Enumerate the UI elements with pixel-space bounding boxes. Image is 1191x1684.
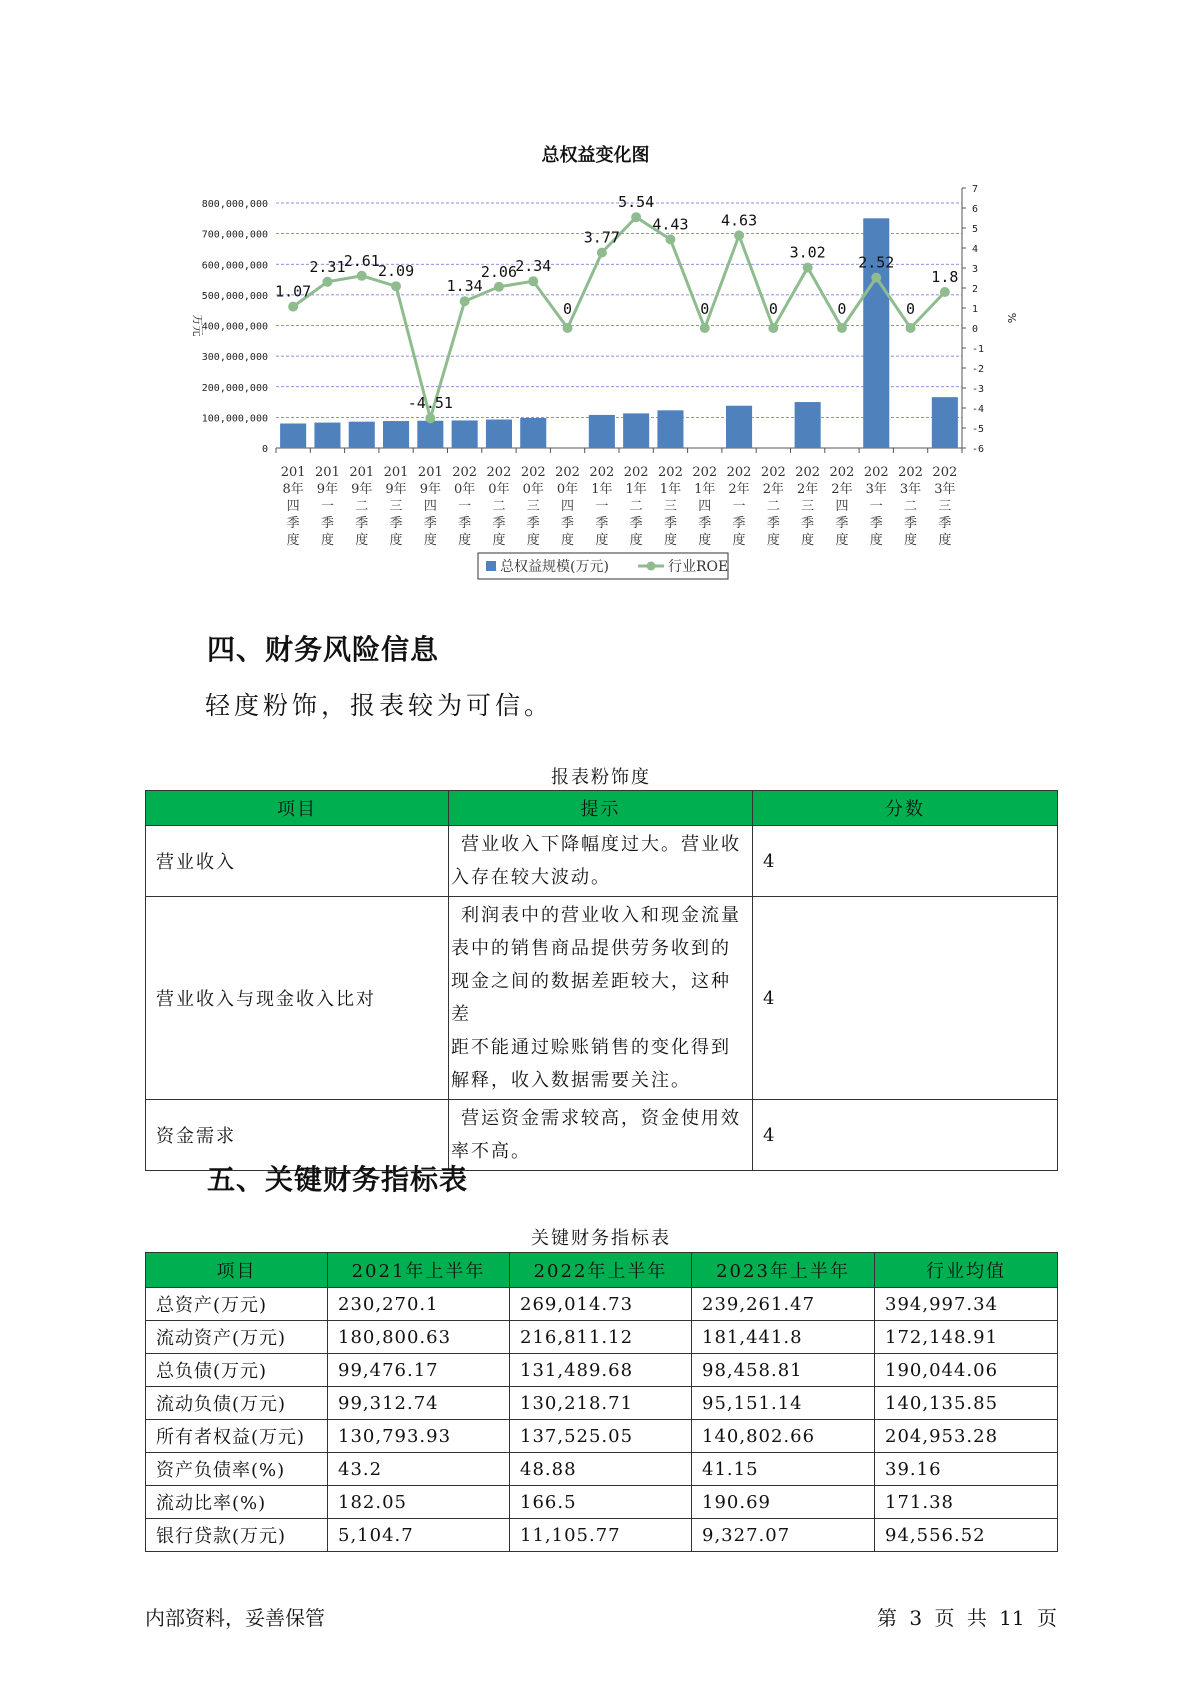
x-tick-label: 三 <box>389 499 403 514</box>
metrics-value-cell: 48.88 <box>510 1453 692 1486</box>
x-tick-label: 0年 <box>556 482 579 497</box>
x-tick-label: 9年 <box>316 482 339 497</box>
x-tick-label: 1年 <box>659 482 682 497</box>
x-tick-label: 度 <box>801 533 815 548</box>
x-tick-label: 二 <box>492 499 506 514</box>
roe-point <box>700 323 710 333</box>
x-tick-label: 三 <box>938 499 952 514</box>
risk-hint-line: 表中的销售商品提供劳务收到的 <box>451 938 731 959</box>
x-tick-label: 季 <box>458 516 472 531</box>
risk-hint-line: 利润表中的营业收入和现金流量 <box>461 905 741 926</box>
metrics-table <box>145 1252 1058 1552</box>
x-tick-label: 季 <box>698 516 712 531</box>
roe-data-label: 2.09 <box>377 262 415 281</box>
x-tick-label: 季 <box>938 516 952 531</box>
x-tick-label: 202 <box>795 465 821 480</box>
roe-point <box>734 230 744 240</box>
x-tick-label: 202 <box>452 465 478 480</box>
x-tick-label: 度 <box>595 533 609 548</box>
risk-score-cell: 4 <box>753 826 1058 897</box>
equity-bar <box>314 423 340 448</box>
equity-bar <box>726 406 752 448</box>
metrics-item-cell: 银行贷款(万元) <box>146 1519 328 1552</box>
x-tick-label: 2年 <box>831 482 853 497</box>
equity-bar <box>452 420 478 448</box>
y-tick-label-left: 100,000,000 <box>201 413 268 425</box>
metrics-item-cell: 总资产(万元) <box>146 1288 328 1321</box>
x-tick-label: 四 <box>286 499 300 514</box>
risk-hint-line: 营运资金需求较高，资金使用效 <box>461 1108 741 1129</box>
metrics-table-header <box>146 1253 1058 1288</box>
roe-point <box>803 263 813 273</box>
x-tick-label: 度 <box>732 533 746 548</box>
risk-table-row <box>146 897 1058 1100</box>
metrics-header-2022: 2022年上半年 <box>510 1253 692 1288</box>
footer-confidential: 内部资料，妥善保管 <box>145 1606 325 1630</box>
x-tick-label: 202 <box>589 465 615 480</box>
x-tick-label: 201 <box>280 465 306 480</box>
metrics-table-row <box>146 1288 1058 1321</box>
roe-data-label: 0 <box>837 300 847 318</box>
metrics-table-row <box>146 1321 1058 1354</box>
metrics-item-cell: 流动负债(万元) <box>146 1387 328 1420</box>
x-tick-label: 度 <box>561 533 575 548</box>
equity-chart <box>0 170 1191 590</box>
y-tick-label-right: -4 <box>972 404 985 415</box>
roe-data-label: 4.63 <box>720 211 758 230</box>
risk-hint-cell <box>449 897 753 1100</box>
metrics-value-cell: 166.5 <box>510 1486 692 1519</box>
x-tick-label: 202 <box>829 465 855 480</box>
x-tick-label: 202 <box>486 465 512 480</box>
x-tick-label: 季 <box>526 516 540 531</box>
risk-score-cell: 4 <box>753 1100 1058 1171</box>
legend-swatch-equity <box>486 561 496 571</box>
risk-hint-line: 率不高。 <box>451 1141 531 1162</box>
risk-hint-cell <box>449 826 753 897</box>
x-tick-label: 二 <box>766 499 780 514</box>
x-tick-label: 季 <box>423 516 437 531</box>
metrics-value-cell: 190,044.06 <box>875 1354 1058 1387</box>
x-tick-label: 季 <box>835 516 849 531</box>
y-axis-title-right: % <box>1005 312 1018 324</box>
x-tick-label: 1年 <box>625 482 647 497</box>
x-tick-label: 202 <box>760 465 786 480</box>
y-tick-label-left: 600,000,000 <box>201 260 268 272</box>
x-tick-label: 度 <box>869 533 883 548</box>
legend-label-equity: 总权益规模(万元) <box>500 559 609 575</box>
x-tick-label: 度 <box>835 533 849 548</box>
roe-point <box>631 212 641 222</box>
roe-data-label: -4.51 <box>407 394 453 413</box>
x-tick-label: 二 <box>355 499 369 514</box>
roe-data-label: 1.07 <box>275 282 312 301</box>
roe-data-label: 2.52 <box>858 253 895 272</box>
x-tick-label: 202 <box>555 465 580 480</box>
metrics-header-2021: 2021年上半年 <box>328 1253 510 1288</box>
x-tick-label: 度 <box>286 533 300 548</box>
x-tick-label: 一 <box>732 499 746 514</box>
roe-point <box>322 277 332 287</box>
metrics-value-cell: 41.15 <box>692 1453 875 1486</box>
x-tick-label: 季 <box>629 516 643 531</box>
y-tick-label-left: 500,000,000 <box>201 290 268 302</box>
metrics-value-cell: 394,997.34 <box>875 1288 1058 1321</box>
y-tick-label-right: 2 <box>972 284 979 295</box>
y-tick-label-right: -6 <box>972 444 985 455</box>
roe-point <box>940 287 950 297</box>
y-tick-label-left: 300,000,000 <box>201 352 268 364</box>
risk-summary: 轻度粉饰，报表较为可信。 <box>205 691 554 720</box>
metrics-table-caption: 关键财务指标表 <box>531 1228 671 1249</box>
y-tick-label-left: 200,000,000 <box>201 382 268 394</box>
y-tick-label-left: 800,000,000 <box>201 199 268 210</box>
x-tick-label: 202 <box>692 465 718 480</box>
metrics-value-cell: 140,135.85 <box>875 1387 1058 1420</box>
roe-point <box>460 296 470 306</box>
y-tick-label-left: 700,000,000 <box>201 229 268 241</box>
roe-data-label: 0 <box>563 300 573 318</box>
x-tick-label: 度 <box>320 533 334 548</box>
y-tick-label-right: 4 <box>972 244 979 255</box>
metrics-value-cell: 137,525.05 <box>510 1420 692 1453</box>
risk-hint-line: 解释，收入数据需要关注。 <box>451 1070 691 1091</box>
chart-title: 总权益变化图 <box>541 145 650 166</box>
x-tick-label: 三 <box>663 499 677 514</box>
x-tick-label: 8年 <box>282 482 304 497</box>
equity-bar <box>280 424 306 449</box>
x-tick-label: 季 <box>801 516 815 531</box>
x-tick-label: 季 <box>320 516 334 531</box>
y-axis-title-left: 万元 <box>191 314 204 337</box>
x-tick-label: 一 <box>320 499 334 514</box>
equity-bar <box>520 418 546 448</box>
x-tick-label: 一 <box>595 499 609 514</box>
y-tick-label-left: 400,000,000 <box>201 321 268 333</box>
metrics-value-cell: 182.05 <box>328 1486 510 1519</box>
roe-data-label: 3.77 <box>583 228 620 247</box>
x-tick-label: 9年 <box>351 482 373 497</box>
metrics-item-cell: 总负债(万元) <box>146 1354 328 1387</box>
roe-data-label: 0 <box>700 300 710 318</box>
roe-data-label: 2.31 <box>309 257 346 276</box>
metrics-value-cell: 172,148.91 <box>875 1321 1058 1354</box>
equity-bar <box>932 397 958 448</box>
x-tick-label: 2年 <box>762 482 784 497</box>
metrics-value-cell: 239,261.47 <box>692 1288 875 1321</box>
metrics-item-cell: 流动比率(%) <box>146 1486 328 1519</box>
x-tick-label: 度 <box>938 533 952 548</box>
roe-data-label: 2.06 <box>480 262 518 281</box>
x-tick-label: 201 <box>417 465 443 480</box>
metrics-value-cell: 130,793.93 <box>328 1420 510 1453</box>
x-tick-label: 季 <box>561 516 575 531</box>
metrics-value-cell: 95,151.14 <box>692 1387 875 1420</box>
y-tick-label-right: -2 <box>972 364 985 375</box>
metrics-value-cell: 216,811.12 <box>510 1321 692 1354</box>
x-tick-label: 季 <box>355 516 369 531</box>
x-tick-label: 202 <box>726 465 752 480</box>
metrics-value-cell: 269,014.73 <box>510 1288 692 1321</box>
risk-item-cell: 营业收入与现金收入比对 <box>146 897 449 1100</box>
y-tick-label-right: -5 <box>972 424 985 435</box>
y-tick-label-right: 7 <box>972 184 979 195</box>
x-tick-label: 四 <box>698 499 712 514</box>
roe-point <box>288 302 298 312</box>
y-tick-label-right: 3 <box>972 264 979 275</box>
x-tick-label: 0年 <box>488 482 510 497</box>
roe-point <box>425 413 435 423</box>
roe-data-label: 3.02 <box>789 243 826 262</box>
roe-point <box>665 234 675 244</box>
metrics-value-cell: 9,327.07 <box>692 1519 875 1552</box>
equity-bar <box>383 421 409 448</box>
metrics-value-cell: 98,458.81 <box>692 1354 875 1387</box>
risk-header-score: 分数 <box>753 791 1058 826</box>
metrics-value-cell: 171.38 <box>875 1486 1058 1519</box>
y-tick-label-right: 5 <box>972 224 979 235</box>
metrics-item-cell: 资产负债率(%) <box>146 1453 328 1486</box>
roe-data-label: 1.8 <box>931 268 959 286</box>
x-tick-label: 1年 <box>591 482 613 497</box>
x-tick-label: 202 <box>658 465 683 480</box>
x-tick-label: 三 <box>801 499 815 514</box>
x-tick-label: 一 <box>458 499 472 514</box>
metrics-table-row <box>146 1420 1058 1453</box>
equity-bar <box>657 410 683 448</box>
roe-point <box>563 323 573 333</box>
metrics-value-cell: 43.2 <box>328 1453 510 1486</box>
x-tick-label: 度 <box>698 533 712 548</box>
metrics-table-row <box>146 1387 1058 1420</box>
roe-line <box>293 217 945 418</box>
legend-swatch-roe-point <box>647 562 656 571</box>
equity-bar <box>486 420 512 448</box>
roe-data-label: 4.43 <box>652 215 689 234</box>
x-tick-label: 二 <box>904 499 918 514</box>
section5-heading: 五、关键财务指标表 <box>207 1163 469 1196</box>
metrics-header-industry: 行业均值 <box>875 1253 1058 1288</box>
x-tick-label: 201 <box>315 465 340 480</box>
x-tick-label: 一 <box>869 499 883 514</box>
x-tick-label: 202 <box>898 465 923 480</box>
y-tick-label-right: -1 <box>972 344 985 355</box>
metrics-value-cell: 11,105.77 <box>510 1519 692 1552</box>
x-tick-label: 201 <box>383 465 409 480</box>
x-tick-label: 季 <box>663 516 677 531</box>
x-tick-label: 度 <box>423 533 437 548</box>
y-tick-label-right: -3 <box>972 384 985 395</box>
metrics-value-cell: 99,476.17 <box>328 1354 510 1387</box>
y-tick-label-right: 1 <box>972 304 979 315</box>
risk-header-hint: 提示 <box>449 791 753 826</box>
x-tick-label: 202 <box>863 465 889 480</box>
metrics-header-item: 项目 <box>146 1253 328 1288</box>
metrics-item-cell: 所有者权益(万元) <box>146 1420 328 1453</box>
roe-data-label: 0 <box>906 300 916 318</box>
metrics-table-row <box>146 1453 1058 1486</box>
metrics-value-cell: 190.69 <box>692 1486 875 1519</box>
risk-table-row <box>146 826 1058 897</box>
metrics-table-row <box>146 1519 1058 1552</box>
x-tick-label: 9年 <box>385 482 407 497</box>
equity-bar <box>795 402 821 448</box>
metrics-table-row <box>146 1486 1058 1519</box>
x-tick-label: 三 <box>526 499 540 514</box>
roe-point <box>768 323 778 333</box>
x-tick-label: 四 <box>561 499 575 514</box>
roe-data-label: 1.34 <box>446 277 483 296</box>
equity-bar <box>417 421 443 448</box>
x-tick-label: 度 <box>389 533 403 548</box>
risk-table-caption: 报表粉饰度 <box>551 767 651 788</box>
x-tick-label: 季 <box>389 516 403 531</box>
risk-item-cell: 资金需求 <box>146 1100 449 1171</box>
x-tick-label: 9年 <box>419 482 441 497</box>
metrics-value-cell: 5,104.7 <box>328 1519 510 1552</box>
x-tick-label: 季 <box>904 516 918 531</box>
metrics-value-cell: 39.16 <box>875 1453 1058 1486</box>
risk-hint-cell <box>449 1100 753 1171</box>
roe-point <box>391 281 401 291</box>
roe-data-label: 2.34 <box>515 257 552 276</box>
metrics-table-row <box>146 1354 1058 1387</box>
risk-header-item: 项目 <box>146 791 449 826</box>
x-tick-label: 度 <box>766 533 780 548</box>
x-tick-label: 3年 <box>865 482 887 497</box>
x-tick-label: 度 <box>355 533 369 548</box>
risk-hint-line: 入存在较大波动。 <box>451 867 611 888</box>
x-tick-label: 季 <box>766 516 780 531</box>
x-tick-label: 季 <box>732 516 746 531</box>
risk-table-header <box>146 791 1058 826</box>
metrics-value-cell: 140,802.66 <box>692 1420 875 1453</box>
x-tick-label: 1年 <box>694 482 716 497</box>
x-tick-label: 202 <box>520 465 546 480</box>
x-tick-label: 度 <box>458 533 472 548</box>
roe-point <box>597 248 607 258</box>
section4-heading: 四、财务风险信息 <box>207 633 440 666</box>
metrics-value-cell: 180,800.63 <box>328 1321 510 1354</box>
x-tick-label: 季 <box>595 516 609 531</box>
risk-item-cell: 营业收入 <box>146 826 449 897</box>
risk-hint-line: 距不能通过赊账销售的变化得到 <box>451 1037 731 1058</box>
x-tick-label: 202 <box>932 465 958 480</box>
x-tick-label: 0年 <box>454 482 476 497</box>
metrics-header-2023: 2023年上半年 <box>692 1253 875 1288</box>
roe-data-label: 2.61 <box>343 251 380 270</box>
legend-label-roe: 行业ROE <box>668 559 729 575</box>
x-tick-label: 四 <box>423 499 437 514</box>
x-tick-label: 季 <box>286 516 300 531</box>
x-tick-label: 2年 <box>728 482 750 497</box>
metrics-item-cell: 流动资产(万元) <box>146 1321 328 1354</box>
equity-bar <box>349 422 375 448</box>
roe-point <box>871 273 881 283</box>
metrics-value-cell: 130,218.71 <box>510 1387 692 1420</box>
risk-score-cell: 4 <box>753 897 1058 1100</box>
x-tick-label: 季 <box>869 516 883 531</box>
x-tick-label: 度 <box>492 533 506 548</box>
x-tick-label: 3年 <box>934 482 956 497</box>
footer-page-number: 第 3 页 共 11 页 <box>877 1606 1057 1630</box>
risk-hint-line: 现金之间的数据差距较大，这种差 <box>451 971 731 1025</box>
equity-bar <box>623 413 649 448</box>
roe-point <box>357 271 367 281</box>
roe-data-label: 5.54 <box>618 193 655 212</box>
x-tick-label: 度 <box>629 533 643 548</box>
x-tick-label: 季 <box>492 516 506 531</box>
x-tick-label: 二 <box>629 499 643 514</box>
metrics-value-cell: 99,312.74 <box>328 1387 510 1420</box>
metrics-value-cell: 94,556.52 <box>875 1519 1058 1552</box>
x-tick-label: 度 <box>663 533 677 548</box>
x-tick-label: 0年 <box>522 482 544 497</box>
roe-point <box>837 323 847 333</box>
roe-point <box>906 323 916 333</box>
y-tick-label-right: 0 <box>972 324 979 335</box>
x-tick-label: 201 <box>349 465 375 480</box>
x-tick-label: 度 <box>526 533 540 548</box>
risk-hint-line: 营业收入下降幅度过大。营业收 <box>461 834 741 855</box>
y-tick-label-right: 6 <box>972 204 979 215</box>
equity-bar <box>589 415 615 448</box>
metrics-value-cell: 230,270.1 <box>328 1288 510 1321</box>
risk-table <box>145 790 1058 1171</box>
y-tick-label-left: 0 <box>261 444 268 455</box>
metrics-value-cell: 181,441.8 <box>692 1321 875 1354</box>
metrics-value-cell: 131,489.68 <box>510 1354 692 1387</box>
metrics-value-cell: 204,953.28 <box>875 1420 1058 1453</box>
roe-data-label: 0 <box>768 300 778 318</box>
roe-point <box>528 276 538 286</box>
x-tick-label: 四 <box>835 499 849 514</box>
x-tick-label: 202 <box>623 465 649 480</box>
roe-point <box>494 282 504 292</box>
x-tick-label: 3年 <box>899 482 922 497</box>
x-tick-label: 度 <box>904 533 918 548</box>
x-tick-label: 2年 <box>797 482 819 497</box>
